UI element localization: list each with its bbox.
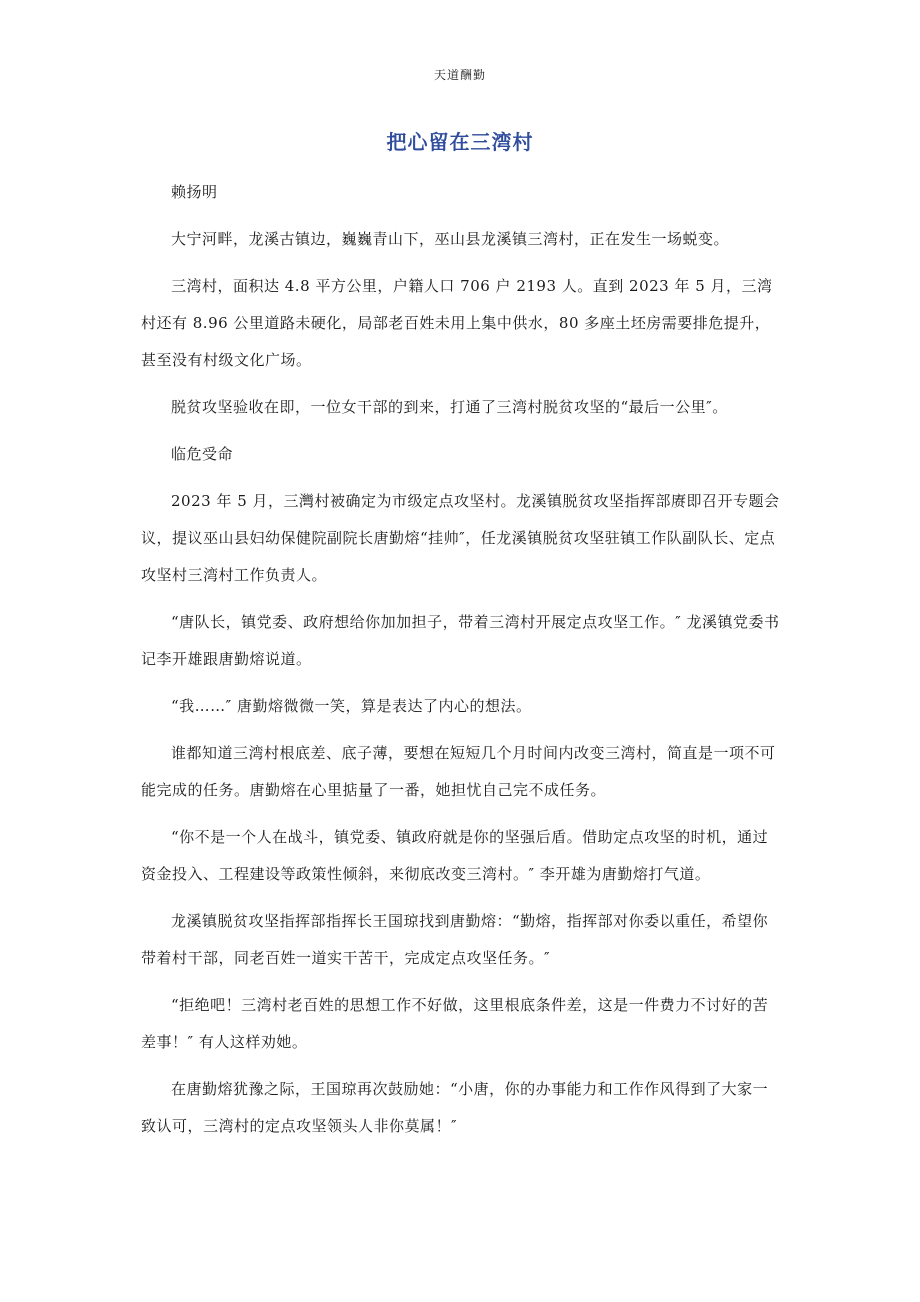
section-heading: 临危受命 (171, 445, 234, 463)
paragraph: “你不是一个人在战斗，镇党委、镇政府就是你的坚强后盾。借助定点攻坚的时机，通过资金投入、工程建设等政策性倾斜，来彻底改变三湾村。″ 李开雄为唐勤熔打气道。 (141, 828, 769, 883)
paragraph: 大宁河畔，龙溪古镇边，巍巍青山下，巫山县龙溪镇三湾村，正在发生一场蜕变。 (171, 230, 730, 248)
article-body (141, 174, 781, 1155)
author-line: 赖扬明 (171, 183, 218, 201)
article-title: 把心留在三湾村 (386, 130, 534, 154)
paragraph: “拒绝吧！三湾村老百姓的思想工作不好做，这里根底条件差，这是一件费力不讨好的苦差事！″ 有人这样劝她。 (141, 996, 769, 1051)
paragraph: “唐队长，镇党委、政府想给你加加担子，带着三湾村开展定点攻坚工作。″ 龙溪镇党委书记李开雄跟唐勤熔说道。 (141, 613, 780, 668)
paragraph: 三湾村，面积达 4.8 平方公里，户籍人口 706 户 2193 人。直到 2023 年 5 月，三湾村还有 8.96 公里道路未硬化，局部老百姓未用上集中供水，80 多座土坯房需要排危提升，甚至没有村级文化广场。 (141, 277, 773, 369)
paragraph: 谁都知道三湾村根底差、底子薄，要想在短短几个月时间内改变三湾村，简直是一项不可能完成的任务。唐勤熔在心里掂量了一番，她担忧自己完不成任务。 (141, 744, 776, 799)
paragraph: 在唐勤熔犹豫之际，王国琼再次鼓励她：“小唐，你的办事能力和工作作风得到了大家一致认可，三湾村的定点攻坚领头人非你莫属！″ (141, 1080, 769, 1135)
page-header: 天道酬勤 (433, 68, 486, 82)
paragraph: “我……″ 唐勤熔微微一笑，算是表达了内心的想法。 (171, 697, 532, 715)
paragraph: 2023 年 5 月，三灣村被确定为市级定点攻坚村。龙溪镇脱贫攻坚指挥部赓即召开专题会议，提议巫山县妇幼保健院副院长唐勤熔“挂帅″，任龙溪镇脱贫攻坚驻镇工作队副队长、定点攻坚村三湾村工作负责人。 (141, 492, 780, 584)
paragraph: 脱贫攻坚验收在即，一位女干部的到来，打通了三湾村脱贫攻坚的“最后一公里″。 (171, 398, 728, 416)
paragraph: 龙溪镇脱贫攻坚指挥部指挥长王国琼找到唐勤熔：“勤熔，指挥部对你委以重任，希望你带着村干部，同老百姓一道实干苦干，完成定点攻坚任务。″ (141, 912, 769, 967)
